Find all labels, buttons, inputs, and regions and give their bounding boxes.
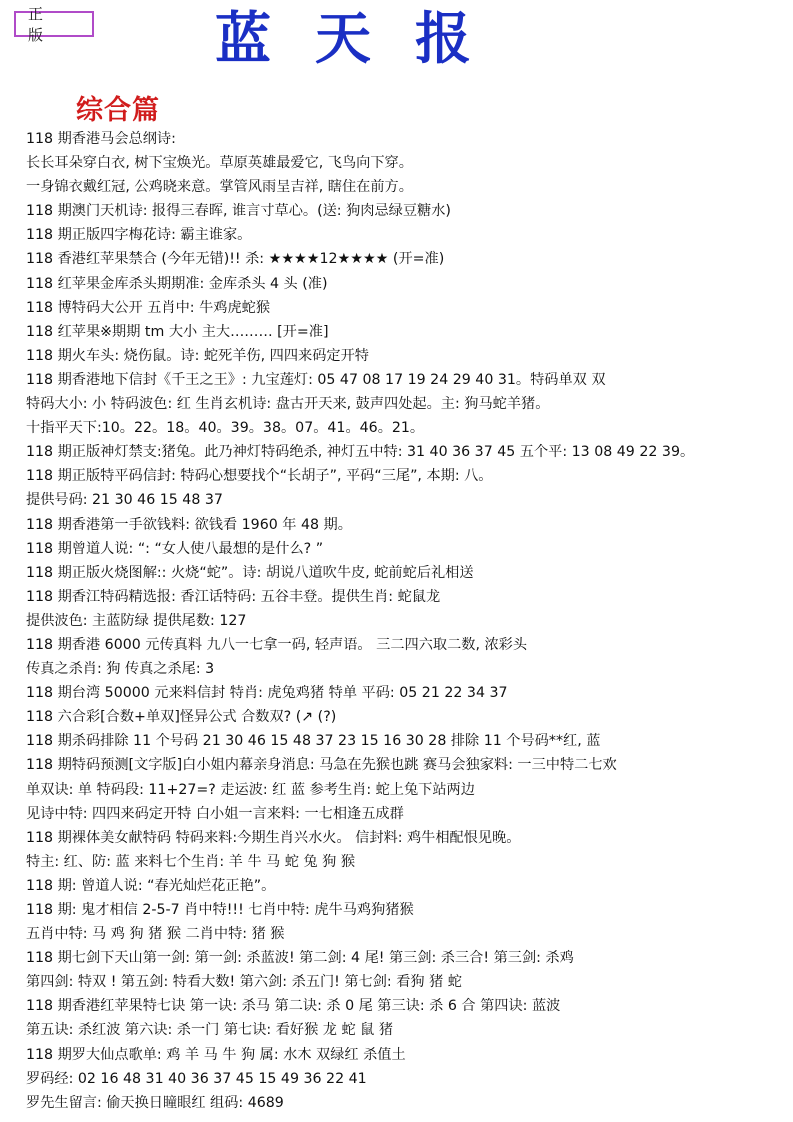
text-line: 118 期: 鬼才相信 2-5-7 肖中特!!! 七肖中特: 虎牛马鸡狗猪猴 [26,902,414,918]
text-line: 见诗中特: 四四来码定开特 白小姐一言来料: 一七相逢五成群 [26,805,404,822]
text-line: 118 红苹果金库杀头期期准: 金库杀头 4 头 (准) [26,275,328,292]
text-line: 118 期香江特码精选报: 香江话特码: 五谷丰登。提供生肖: 蛇鼠龙 [26,588,441,605]
text-line: 五肖中特: 马 鸡 狗 猪 猴 二肖中特: 猪 猴 [26,926,285,943]
text-line: 118 期正版火烧图解:: 火烧“蛇”。诗: 胡说八道吹牛皮, 蛇前蛇后礼相送 [26,564,474,581]
text-line: 提供波色: 主蓝防绿 提供尾数: 127 [26,612,247,629]
text-line: 118 香港红苹果禁合 (今年无错)!! 杀: ★★★★12★★★★ (开=准) [26,251,445,268]
text-line: 第四剑: 特双 ! 第五剑: 特看大数! 第六剑: 杀五门! 第七剑: 看狗 猪 蛇 [26,974,462,991]
text-line: 118 期罗大仙点歌单: 鸡 羊 马 牛 狗 属: 水木 双绿红 杀值土 [26,1046,406,1063]
text-line: 118 期台湾 50000 元来料信封 特肖: 虎兔鸡猪 特单 平码: 05 21 22 34 37 [26,685,508,702]
text-line: 118 红苹果※期期 tm 大小 主大……… [开=准] [26,323,329,340]
text-line: 118 期香港 6000 元传真料 九八一七拿一码, 轻声语。 三二四六取二数, 浓彩头 [26,636,528,653]
text-line: 118 期香港红苹果特七诀 第一诀: 杀马 第二诀: 杀 0 尾 第三诀: 杀 6 合 第四诀: 蓝波 [26,998,561,1015]
text-line: 118 期火车头: 烧伤鼠。诗: 蛇死羊伤, 四四来码定开特 [26,347,369,364]
text-line: 罗码经: 02 16 48 31 40 36 37 45 15 49 36 22 41 [26,1070,367,1087]
text-line: 特码大小: 小 特码波色: 红 生肖玄机诗: 盘古开天来, 鼓声四处起。主: 狗马蛇羊猪。 [26,396,550,413]
text-line: 十指平天下:10。22。18。40。39。38。07。41。46。21。 [26,420,425,437]
text-line: 传真之杀肖: 狗 传真之杀尾: 3 [26,661,215,678]
section-title: 综合篇 [76,95,160,126]
text-line: 118 期特码预测[文字版]白小姐内幕亲身消息: 马急在先猴也跳 赛马会独家料: 一三中特二七欢 [26,757,617,774]
text-line: 118 期裸体美女献特码 特码来料:今期生肖兴水火。 信封料: 鸡牛相配恨见晚。 [26,829,521,846]
text-line: 118 期七剑下天山第一剑: 第一剑: 杀蓝波! 第二剑: 4 尾! 第三剑: 杀三合! 第三剑: 杀鸡 [26,950,574,967]
text-line: 118 期曾道人说: “: “女人使八最想的是什么? ” [26,540,324,557]
text-line: 118 六合彩[合数+单双]怪异公式 合数双? (↗ (?) [26,709,337,726]
text-line: 118 期正版四字梅花诗: 霸主谁家。 [26,227,252,244]
text-line: 一身锦衣戴红冠, 公鸡晓来意。掌管风雨呈吉祥, 瞎住在前方。 [26,179,413,196]
text-line: 118 期香港马会总纲诗: [26,131,176,147]
newspaper-masthead: 蓝天报 [215,6,515,72]
genuine-edition-badge: 正 版 [14,11,94,37]
text-line: 特主: 红、防: 蓝 来料七个生肖: 羊 牛 马 蛇 兔 狗 猴 [26,853,356,870]
text-line: 单双诀: 单 特码段: 11+27=? 走运波: 红 蓝 参考生肖: 蛇上兔下站两边 [26,781,475,798]
text-line: 118 期杀码排除 11 个号码 21 30 46 15 48 37 23 15 16 30 28 排除 11 个号码**红, 蓝 [26,733,601,750]
text-line: 118 期香港第一手欲钱料: 欲钱看 1960 年 48 期。 [26,516,352,533]
text-line: 提供号码: 21 30 46 15 48 37 [26,492,223,509]
text-line: 118 期正版神灯禁支:猪兔。此乃神灯特码绝杀, 神灯五中特: 31 40 36 37 45 五个平: 13 08 49 22 39。 [26,444,695,461]
text-line: 118 期正版特平码信封: 特码心想要找个“长胡子”, 平码“三尾”, 本期: 八。 [26,468,493,485]
text-line: 118 博特码大公开 五肖中: 牛鸡虎蛇猴 [26,299,271,316]
text-line: 长长耳朵穿白衣, 树下宝焕光。草原英雄最爱它, 飞鸟向下穿。 [26,155,413,172]
article-body [26,127,786,1115]
text-line: 118 期: 曾道人说: “春光灿烂花正艳”。 [26,877,276,894]
text-line: 118 期澳门天机诗: 报得三春晖, 谁言寸草心。(送: 狗肉忌绿豆糖水) [26,203,451,220]
text-line: 第五诀: 杀红波 第六诀: 杀一门 第七诀: 看好猴 龙 蛇 鼠 猪 [26,1022,394,1039]
text-line: 118 期香港地下信封《千王之王》: 九宝莲灯: 05 47 08 17 19 24 29 40 31。特码单双 双 [26,371,606,388]
text-line: 罗先生留言: 偷天换日瞳眼红 组码: 4689 [26,1094,284,1111]
